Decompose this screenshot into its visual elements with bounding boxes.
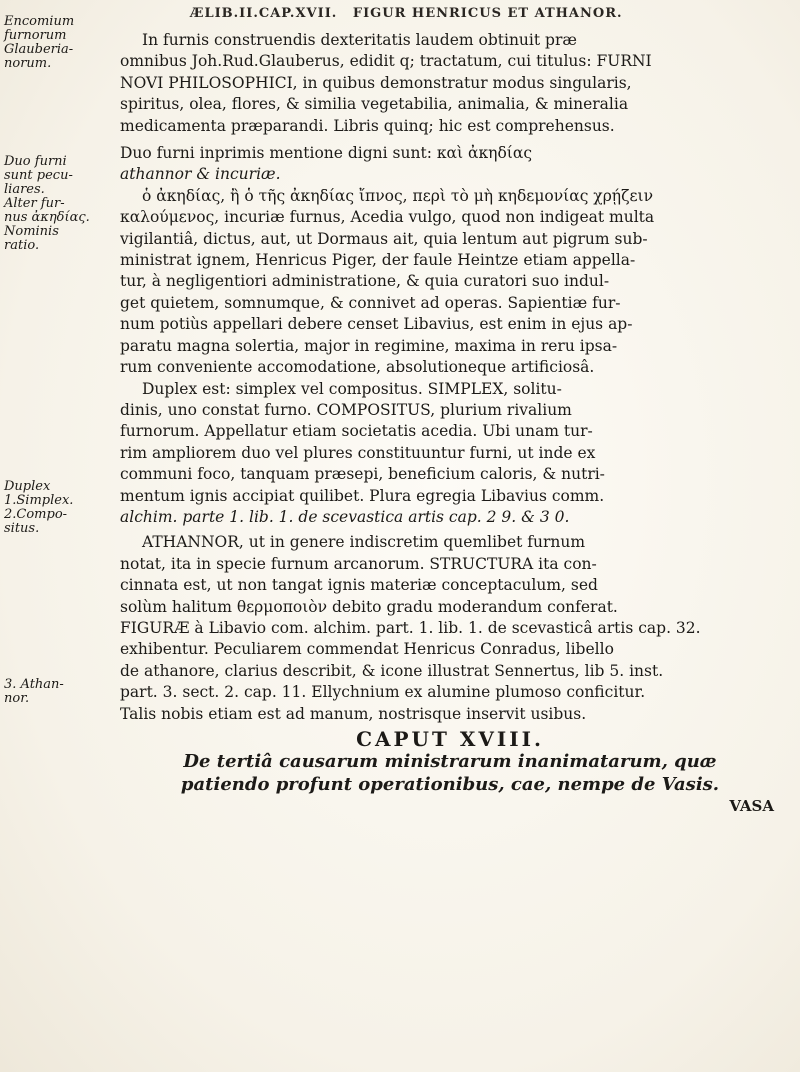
margin-line: Nominis xyxy=(4,224,59,239)
running-head-left: ÆLIB.II.CAP.XVII. xyxy=(190,6,338,21)
text-line: dinis, uno constat furno. COMPOSITUS, plurium rivalium xyxy=(120,400,572,419)
paragraph-duo-furni xyxy=(120,143,780,378)
text-line: medicamenta præparandi. Libris quinq; hic est comprehensus. xyxy=(120,116,615,135)
text-line: ὁ ἀκηδίας, ἢ ὁ τῆς ἀκηδίας ἴπνος, περὶ τὸ μὴ κηδεμονίας χρῄζειν xyxy=(142,186,654,205)
text-line: paratu magna solertia, major in regimine, maxima in reru ipsa- xyxy=(120,336,618,355)
body-text xyxy=(120,30,780,818)
text-line: Duo furni inprimis mentione digni sunt: καὶ ἀκηδίας xyxy=(120,144,533,163)
text-line: rim ampliorem duo vel plures constituuntur furni, ut inde ex xyxy=(120,443,596,462)
text-line: get quietem, somnumque, & connivet ad operas. Sapientiæ fur- xyxy=(120,293,621,312)
text-line: exhibentur. Peculiarem commendat Henricus Conradus, libello xyxy=(120,640,614,659)
text-line: communi foco, tanquam præsepi, beneficium caloris, & nutri- xyxy=(120,465,605,484)
text-line: NOVI PHILOSOPHICI, in quibus demonstratur modus singularis, xyxy=(120,73,632,92)
text-line: cinnata est, ut non tangat ignis materiæ conceptaculum, sed xyxy=(120,576,598,595)
text-line: mentum ignis accipiat quilibet. Plura egregia Libavius comm. xyxy=(120,486,605,505)
chapter-title-line: De tertiâ causarum ministrarum inanimatarum, quæ xyxy=(183,751,717,773)
margin-line: nus ἀκηδίας. xyxy=(4,210,90,225)
margin-line: Alter fur- xyxy=(4,196,65,211)
text-line: ministrat ignem, Henricus Piger, der faule Heintze etiam appella- xyxy=(120,251,636,270)
margin-line: Glauberia- xyxy=(4,42,74,57)
margin-line: Duo furni xyxy=(4,154,67,169)
text-line: ATHANNOR, ut in genere indiscretim quemlibet furnum xyxy=(142,533,586,552)
margin-line: 1.Simplex. xyxy=(4,493,74,508)
chapter-title-line: patiendo profunt operationibus, cae, nempe de Vasis. xyxy=(180,774,720,796)
text-line: part. 3. sect. 2. cap. 11. Ellychnium ex alumine plumoso conficitur. xyxy=(120,683,646,702)
catchword: VASA xyxy=(729,797,774,816)
paragraph-athanor xyxy=(120,532,780,725)
margin-line: norum. xyxy=(4,56,52,71)
running-head-right: FIGUR HENRICUS ET ATHANOR. xyxy=(352,6,623,21)
text-line: In furnis construendis dexteritatis laudem obtinuit præ xyxy=(142,31,577,49)
margin-note-duplex xyxy=(4,480,114,536)
margin-line: situs. xyxy=(4,521,40,536)
text-line: spiritus, olea, flores, & similia vegetabilia, animalia, & mineralia xyxy=(120,95,629,114)
text-line: FIGURÆ à Libavio com. alchim. part. 1. lib. 1. de scevasticâ artis cap. 32. xyxy=(120,618,701,637)
margin-line: Encomium xyxy=(4,14,75,29)
text-line: vigilantiâ, dictus, aut, ut Dormaus ait, quia lentum aut pigrum sub- xyxy=(120,229,648,248)
margin-line: ratio. xyxy=(4,238,40,253)
text-line: Duplex est: simplex vel compositus. SIMPLEX, solitu- xyxy=(142,379,562,398)
margin-line: furnorum xyxy=(4,28,67,43)
chapter-heading: CAPUT XVIII. xyxy=(356,727,544,751)
margin-note-duo-furni xyxy=(4,155,114,253)
paragraph-duplex xyxy=(120,379,780,529)
text-line: athannor & incuriæ. xyxy=(120,165,281,184)
paragraph-furnis xyxy=(120,30,780,137)
text-line: de athanore, clarius describit, & icone illustrat Sennertus, lib 5. inst. xyxy=(120,661,664,680)
text-line: notat, ita in specie furnum arcanorum. STRUCTURA ita con- xyxy=(120,554,597,573)
margin-note-encomium xyxy=(4,15,114,71)
text-line: rum conveniente accomodatione, absolutioneque artificiosâ. xyxy=(120,358,595,377)
text-line: solùm halitum θερμοποιὸν debito gradu moderandum conferat. xyxy=(120,597,618,616)
text-line: καλούμενος, incuriæ furnus, Acedia vulgo, quod non indigeat multa xyxy=(120,208,655,227)
running-head xyxy=(190,6,750,21)
text-line: omnibus Joh.Rud.Glauberus, edidit q; tractatum, cui titulus: FURNI xyxy=(120,52,652,71)
margin-line: liares. xyxy=(4,182,45,197)
margin-line: nor. xyxy=(4,691,30,706)
margin-note-athanor xyxy=(4,678,114,706)
text-line: alchim. parte 1. lib. 1. de scevastica artis cap. 2 9. & 3 0. xyxy=(120,507,570,526)
margin-line: 3. Athan- xyxy=(4,677,64,692)
text-line: tur, à negligentiori administratione, & quia curatori suo indul- xyxy=(120,272,610,291)
margin-line: sunt pecu- xyxy=(4,168,73,183)
text-line: furnorum. Appellatur etiam societatis acedia. Ubi unam tur- xyxy=(120,422,593,441)
margin-line: Duplex xyxy=(4,479,51,494)
text-line: Talis nobis etiam est ad manum, nostrisque inservit usibus. xyxy=(120,704,587,723)
text-line: num potiùs appellari debere censet Libavius, est enim in ejus ap- xyxy=(120,315,633,334)
margin-line: 2.Compo- xyxy=(4,507,68,522)
